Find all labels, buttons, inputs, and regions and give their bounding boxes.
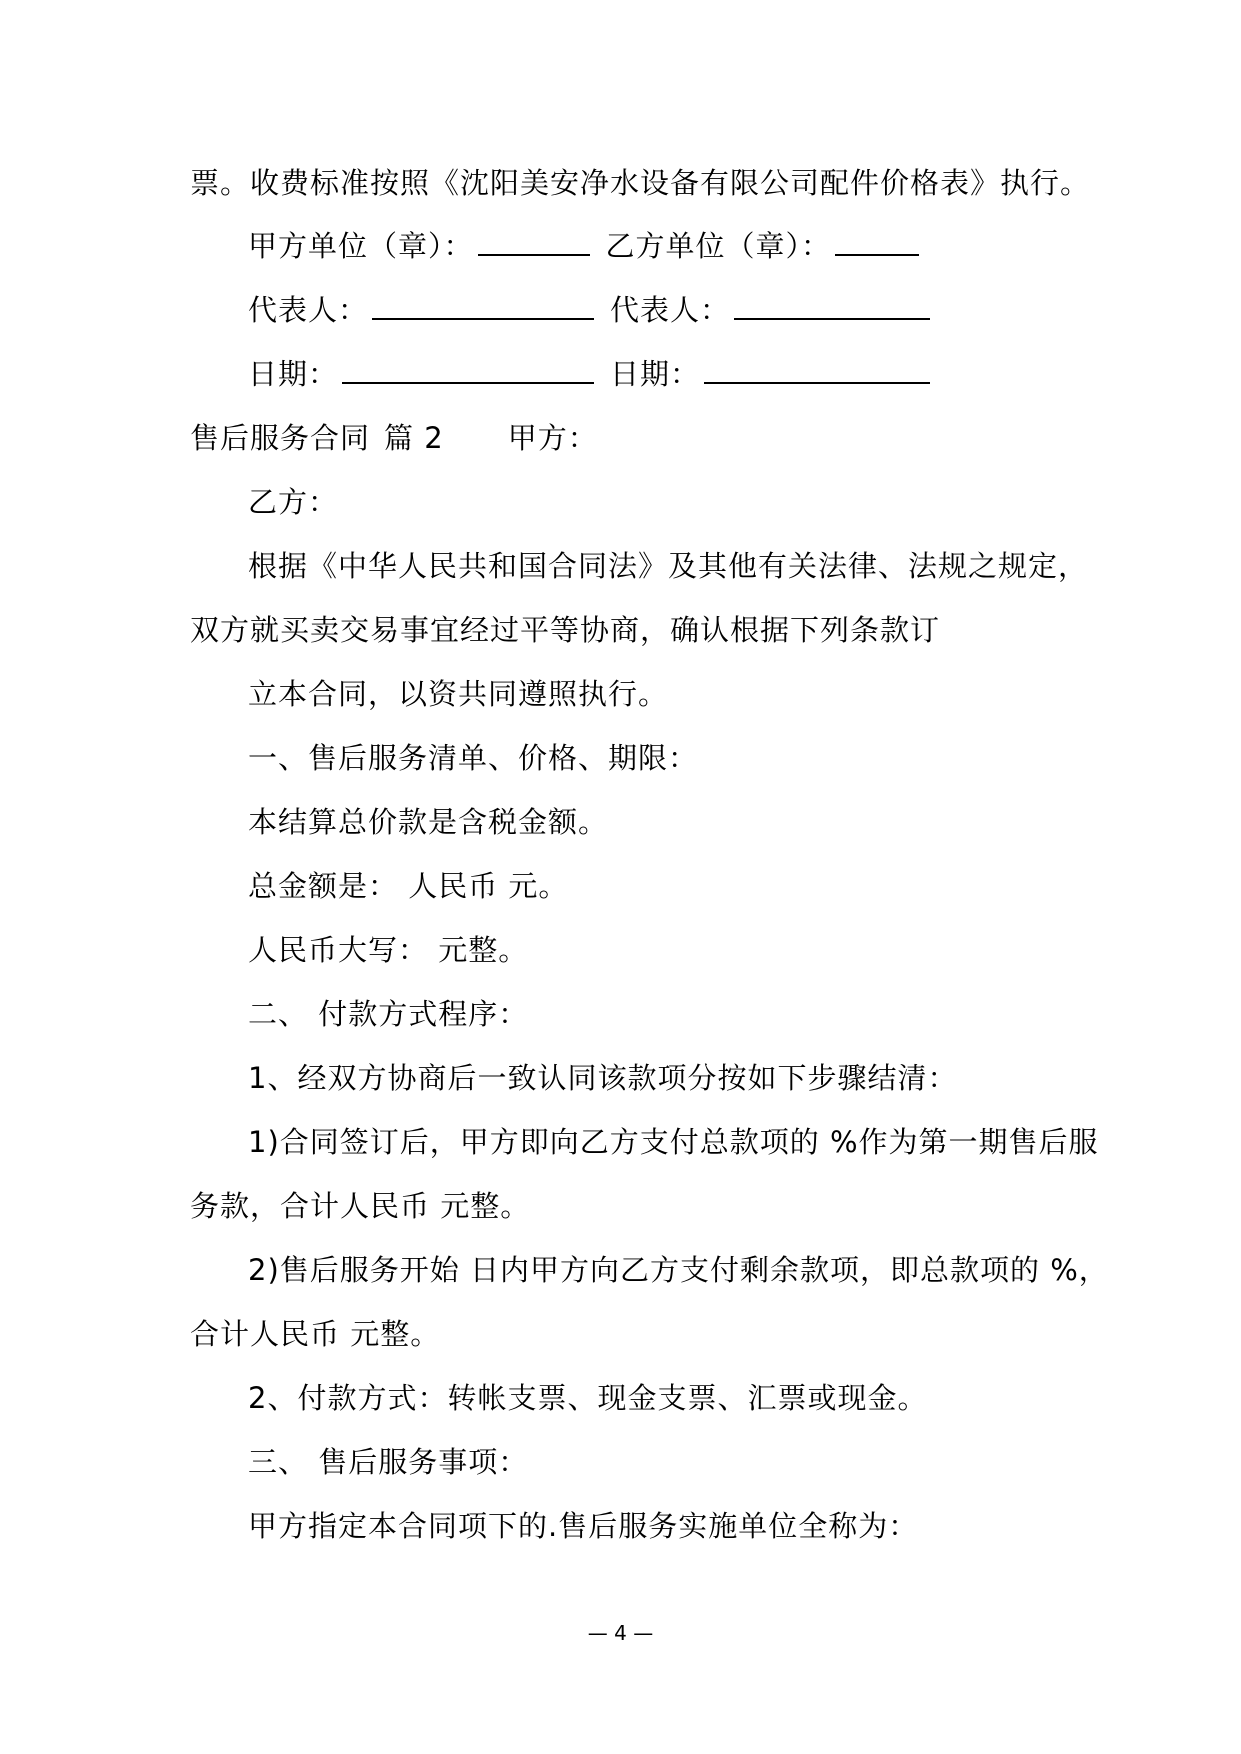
paragraph-line: 务款，合计人民币 元整。: [190, 1189, 531, 1223]
paragraph-line: 1)合同签订后，甲方即向乙方支付总款项的 %作为第一期售后服: [248, 1125, 1099, 1159]
heading-party-a: 甲方：: [507, 421, 598, 455]
paragraph-line: 1、经双方协商后一致认同该款项分按如下步骤结清：: [248, 1061, 958, 1095]
party-a-date-label: 日期：: [248, 357, 339, 391]
party-a-date-blank: [342, 356, 594, 384]
paragraph-line: 一、售后服务清单、价格、期限：: [248, 741, 699, 775]
signature-unit-row: [248, 228, 923, 264]
signature-rep-row: [248, 292, 934, 328]
paragraph-line: 总金额是： 人民币 元。: [248, 869, 569, 903]
party-a-unit-label: 甲方单位（章）：: [248, 229, 474, 263]
paragraph-line: 乙方：: [248, 485, 339, 519]
party-b-unit-label: 乙方单位（章）：: [605, 229, 832, 263]
party-b-date-blank: [704, 356, 930, 384]
signature-date-row: [248, 356, 934, 392]
party-a-unit-blank: [478, 228, 590, 256]
party-b-unit-blank: [835, 228, 919, 256]
page-number: — 4 —: [587, 1621, 654, 1645]
heading-title: 售后服务合同: [190, 421, 371, 455]
party-b-rep-blank: [734, 292, 930, 320]
party-a-rep-blank: [372, 292, 594, 320]
heading-part: 篇 2: [384, 421, 444, 455]
paragraph-line: 2)售后服务开始 日内甲方向乙方支付剩余款项，即总款项的 %，: [248, 1253, 1109, 1287]
paragraph-line: 人民币大写： 元整。: [248, 933, 529, 967]
paragraph-line: 根据《中华人民共和国合同法》及其他有关法律、法规之规定，: [248, 549, 1089, 583]
paragraph-line: 立本合同，以资共同遵照执行。: [248, 677, 669, 711]
paragraph-line: 合计人民币 元整。: [190, 1317, 441, 1351]
paragraph-line: 本结算总价款是含税金额。: [248, 805, 609, 839]
paragraph-line: 二、 付款方式程序：: [248, 997, 529, 1031]
section-heading: [190, 420, 598, 456]
party-b-date-label: 日期：: [610, 357, 701, 391]
paragraph-line: 票。收费标准按照《沈阳美安净水设备有限公司配件价格表》执行。: [190, 166, 1091, 200]
paragraph-line: 三、 售后服务事项：: [248, 1445, 529, 1479]
party-b-rep-label: 代表人：: [610, 293, 731, 327]
paragraph-line: 双方就买卖交易事宜经过平等协商，确认根据下列条款订: [190, 613, 941, 647]
party-a-rep-label: 代表人：: [248, 293, 369, 327]
paragraph-line: 2、付款方式：转帐支票、现金支票、汇票或现金。: [248, 1381, 928, 1415]
paragraph-line: 甲方指定本合同项下的.售后服务实施单位全称为：: [248, 1509, 919, 1543]
